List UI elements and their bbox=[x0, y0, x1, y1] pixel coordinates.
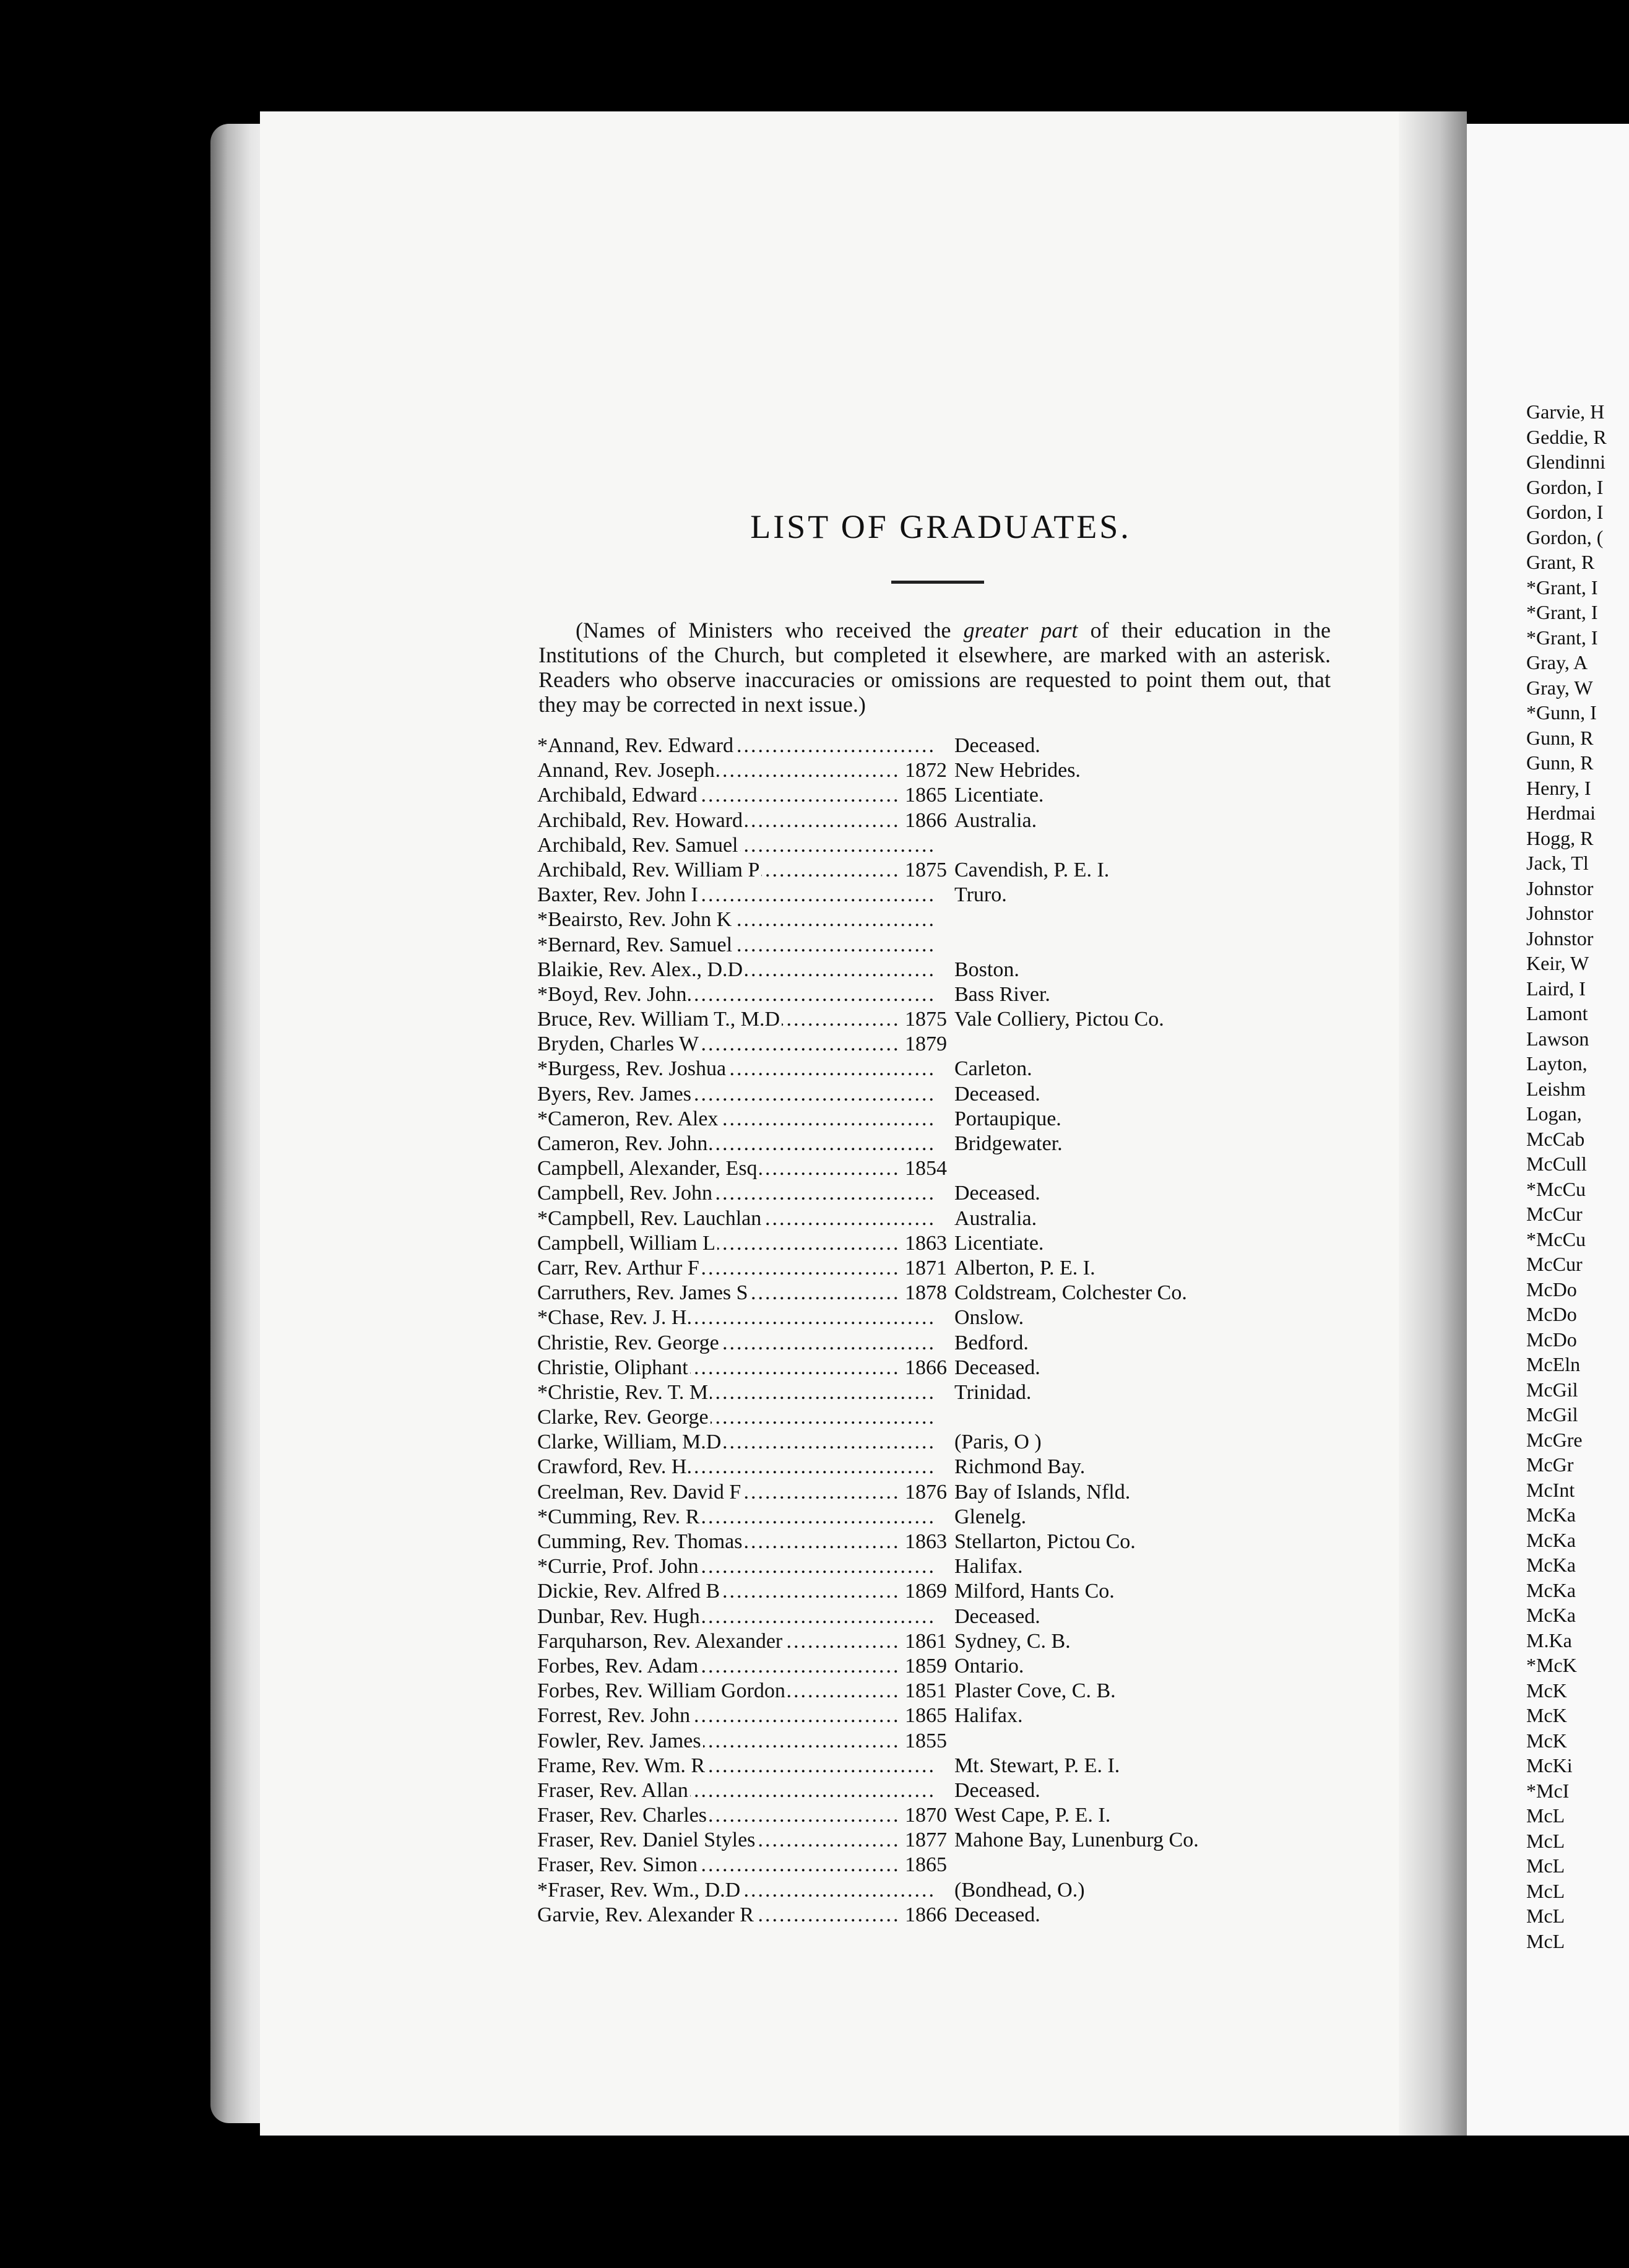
list-item bbox=[537, 1480, 1342, 1505]
intro-text-after: of their education in the Institutions of the Church, but completed it elsewhere, are marked with an asterisk. Readers who observe inaccuracies or omissions are requested to point them out, that they may be corrected in next issue.) bbox=[538, 618, 1331, 717]
graduate-name-text: Christie, Rev. George bbox=[537, 1331, 721, 1354]
graduate-location: Portaupique. bbox=[954, 1107, 1061, 1130]
graduate-name bbox=[537, 808, 933, 833]
list-item bbox=[537, 1554, 1342, 1579]
graduation-year: 1877 bbox=[897, 1828, 947, 1853]
facing-page-name: Johnstor bbox=[1526, 902, 1594, 924]
facing-page-name: McL bbox=[1526, 1879, 1565, 1902]
graduate-name-text: Farquharson, Rev. Alexander bbox=[537, 1630, 784, 1653]
graduate-location: Glenelg. bbox=[954, 1505, 1027, 1528]
facing-page-name: McKa bbox=[1526, 1578, 1576, 1601]
facing-page-name: McL bbox=[1526, 1804, 1565, 1827]
graduate-name bbox=[537, 1281, 933, 1305]
list-item bbox=[537, 958, 1342, 982]
list-item bbox=[537, 1579, 1342, 1604]
graduation-year: 1863 bbox=[897, 1530, 947, 1554]
graduate-name bbox=[537, 1853, 933, 1877]
graduate-name bbox=[537, 1729, 933, 1754]
list-item bbox=[537, 1530, 1342, 1554]
graduate-name bbox=[537, 1057, 933, 1081]
graduate-name-text: Byers, Rev. James bbox=[537, 1083, 693, 1106]
graduation-year: 1859 bbox=[897, 1654, 947, 1679]
graduate-name-text: Carr, Rev. Arthur F bbox=[537, 1257, 701, 1279]
facing-page-name: Gordon, ( bbox=[1526, 526, 1604, 548]
facing-page-name: Hogg, R bbox=[1526, 826, 1594, 849]
graduation-year: 1865 bbox=[897, 1703, 947, 1728]
facing-page-name: *McCu bbox=[1526, 1227, 1586, 1250]
facing-page-name: McCur bbox=[1526, 1253, 1583, 1275]
list-item bbox=[537, 808, 1342, 833]
graduate-name-text: *Fraser, Rev. Wm., D.D bbox=[537, 1879, 742, 1902]
page-gutter bbox=[1399, 111, 1467, 2136]
graduate-name-text: Cumming, Rev. Thomas bbox=[537, 1530, 745, 1553]
graduate-name-text: *Cumming, Rev. R bbox=[537, 1505, 701, 1528]
graduation-year: 1866 bbox=[897, 1903, 947, 1928]
graduate-name-text: Archibald, Rev. Samuel bbox=[537, 834, 740, 857]
graduate-name bbox=[537, 833, 933, 858]
graduate-name-text: Christie, Oliphant bbox=[537, 1356, 690, 1379]
graduate-name-text: Forbes, Rev. Adam bbox=[537, 1655, 700, 1677]
graduate-name bbox=[537, 858, 933, 883]
graduate-name bbox=[537, 1107, 933, 1132]
graduate-location: Bay of Islands, Nfld. bbox=[954, 1480, 1131, 1504]
facing-page-name: Garvie, H bbox=[1526, 400, 1605, 423]
graduate-name-text: Archibald, Rev. William P bbox=[537, 859, 761, 881]
graduate-name-text: *Annand, Rev. Edward bbox=[537, 734, 735, 757]
graduates-list bbox=[537, 734, 1342, 1928]
graduate-location: Cavendish, P. E. I. bbox=[954, 858, 1110, 881]
graduate-name-text: *Currie, Prof. John bbox=[537, 1555, 701, 1578]
page-title: LIST OF GRADUATES. bbox=[750, 508, 1131, 545]
graduate-location: Truro. bbox=[954, 883, 1007, 907]
graduate-location: Mt. Stewart, P. E. I. bbox=[954, 1754, 1120, 1777]
graduate-name bbox=[537, 1604, 933, 1629]
graduate-name-text: Fraser, Rev. Daniel Styles bbox=[537, 1829, 757, 1851]
graduate-name bbox=[537, 1803, 933, 1828]
graduate-location: Australia. bbox=[954, 1206, 1037, 1230]
graduate-name-text: Forbes, Rev. William Gordon bbox=[537, 1679, 787, 1702]
graduate-name bbox=[537, 1181, 933, 1206]
graduate-name bbox=[537, 758, 933, 783]
graduate-name bbox=[537, 933, 933, 958]
facing-page-name: McCull bbox=[1526, 1153, 1587, 1175]
facing-page-name: Lamont bbox=[1526, 1002, 1588, 1024]
graduate-location: Halifax. bbox=[954, 1555, 1023, 1578]
list-item bbox=[537, 1331, 1342, 1356]
list-item bbox=[537, 1405, 1342, 1430]
graduate-name bbox=[537, 1231, 933, 1256]
list-item bbox=[537, 1878, 1342, 1903]
graduate-name-text: Carruthers, Rev. James S bbox=[537, 1281, 750, 1304]
graduate-name bbox=[537, 1380, 933, 1405]
facing-page-name: McDo bbox=[1526, 1328, 1577, 1351]
list-item bbox=[537, 1455, 1342, 1479]
facing-page-name: *McK bbox=[1526, 1654, 1577, 1676]
graduate-location: (Bondhead, O.) bbox=[954, 1878, 1085, 1902]
facing-page-name: McInt bbox=[1526, 1478, 1575, 1501]
facing-page-name: McCur bbox=[1526, 1203, 1583, 1225]
graduate-location: Deceased. bbox=[954, 1082, 1040, 1106]
facing-page-name: McCab bbox=[1526, 1127, 1585, 1150]
title-rule bbox=[891, 581, 984, 584]
list-item bbox=[537, 1132, 1342, 1156]
list-item bbox=[537, 1206, 1342, 1231]
graduate-location: Alberton, P. E. I. bbox=[954, 1256, 1095, 1279]
list-item bbox=[537, 858, 1342, 883]
list-item bbox=[537, 1107, 1342, 1132]
facing-page-name: McL bbox=[1526, 1855, 1565, 1877]
facing-page-name: Layton, bbox=[1526, 1052, 1588, 1075]
graduate-name-text: Archibald, Edward bbox=[537, 784, 699, 807]
graduate-name-text: Garvie, Rev. Alexander R bbox=[537, 1903, 756, 1926]
graduation-year: 1878 bbox=[897, 1281, 947, 1305]
graduation-year: 1861 bbox=[897, 1629, 947, 1654]
graduate-name bbox=[537, 783, 933, 808]
graduate-name bbox=[537, 1156, 933, 1181]
intro-paragraph bbox=[538, 618, 1331, 717]
list-item bbox=[537, 1629, 1342, 1654]
list-item bbox=[537, 1156, 1342, 1181]
facing-page-list bbox=[1526, 399, 1629, 1954]
facing-page-name: McKi bbox=[1526, 1754, 1573, 1777]
graduate-location: West Cape, P. E. I. bbox=[954, 1804, 1111, 1827]
facing-page-name: McGil bbox=[1526, 1403, 1578, 1426]
graduation-year: 1879 bbox=[897, 1032, 947, 1057]
graduation-year: 1872 bbox=[897, 758, 947, 783]
graduation-year: 1871 bbox=[897, 1256, 947, 1281]
facing-page-name: Lawson bbox=[1526, 1027, 1589, 1050]
graduate-name-text: Campbell, William L bbox=[537, 1232, 717, 1255]
list-item bbox=[537, 1654, 1342, 1679]
graduate-name bbox=[537, 1654, 933, 1679]
graduate-name bbox=[537, 1356, 933, 1380]
graduate-name bbox=[537, 1903, 933, 1928]
intro-text-before: (Names of Ministers who received the bbox=[576, 618, 964, 643]
facing-page-name: Johnstor bbox=[1526, 876, 1594, 899]
graduate-name bbox=[537, 1405, 933, 1430]
graduate-name bbox=[537, 1331, 933, 1356]
graduate-location: Deceased. bbox=[954, 1903, 1040, 1926]
list-item bbox=[537, 1430, 1342, 1455]
graduation-year: 1866 bbox=[897, 808, 947, 833]
graduate-location: Deceased. bbox=[954, 1356, 1040, 1379]
list-item bbox=[537, 1032, 1342, 1057]
list-item bbox=[537, 758, 1342, 783]
graduate-location: Trinidad. bbox=[954, 1380, 1032, 1404]
graduate-name bbox=[537, 1505, 933, 1530]
graduate-name-text: *Campbell, Rev. Lauchlan bbox=[537, 1207, 763, 1230]
facing-page-name: McGil bbox=[1526, 1378, 1578, 1401]
facing-page-name: Gray, A bbox=[1526, 651, 1588, 673]
facing-page-name: McDo bbox=[1526, 1278, 1577, 1301]
graduate-name-text: Cameron, Rev. John bbox=[537, 1132, 709, 1155]
graduate-name bbox=[537, 1256, 933, 1281]
graduate-name-text: Fraser, Rev. Allan bbox=[537, 1779, 690, 1802]
list-item bbox=[537, 1281, 1342, 1305]
graduate-name-text: *Chase, Rev. J. H bbox=[537, 1306, 688, 1329]
graduate-name-text: Archibald, Rev. Howard bbox=[537, 809, 745, 832]
graduate-name bbox=[537, 1554, 933, 1579]
facing-page-name: Leishm bbox=[1526, 1077, 1586, 1100]
graduate-name-text: *Beairsto, Rev. John K bbox=[537, 908, 733, 931]
graduate-name-text: Baxter, Rev. John I bbox=[537, 883, 700, 906]
facing-page-name: Laird, I bbox=[1526, 977, 1586, 1000]
facing-page-name: Grant, R bbox=[1526, 551, 1595, 573]
graduate-name bbox=[537, 958, 933, 982]
graduate-location: Australia. bbox=[954, 808, 1037, 832]
graduate-name bbox=[537, 1679, 933, 1703]
list-item bbox=[537, 734, 1342, 758]
graduate-location: Onslow. bbox=[954, 1306, 1024, 1330]
graduation-year: 1875 bbox=[897, 1007, 947, 1032]
list-item bbox=[537, 1853, 1342, 1877]
graduate-name bbox=[537, 1629, 933, 1654]
facing-page-name: Herdmai bbox=[1526, 802, 1596, 824]
graduation-year: 1865 bbox=[897, 783, 947, 808]
facing-page-name: McKa bbox=[1526, 1604, 1576, 1626]
facing-page-name: Jack, Tl bbox=[1526, 852, 1589, 874]
facing-page-name: *Gunn, I bbox=[1526, 701, 1597, 724]
graduate-name bbox=[537, 1305, 933, 1330]
facing-page-name: McK bbox=[1526, 1679, 1567, 1702]
graduate-name-text: *Bernard, Rev. Samuel bbox=[537, 933, 734, 956]
graduate-location: Bridgewater. bbox=[954, 1132, 1063, 1155]
facing-page-name: McEln bbox=[1526, 1353, 1581, 1375]
graduate-location: Carleton. bbox=[954, 1057, 1032, 1081]
graduate-location: Mahone Bay, Lunenburg Co. bbox=[954, 1829, 1199, 1852]
graduate-name-text: Annand, Rev. Joseph bbox=[537, 759, 717, 782]
list-item bbox=[537, 1007, 1342, 1032]
graduation-year: 1869 bbox=[897, 1579, 947, 1604]
graduate-name bbox=[537, 1132, 933, 1156]
list-item bbox=[537, 982, 1342, 1007]
list-item bbox=[537, 1082, 1342, 1107]
facing-page-name: McDo bbox=[1526, 1303, 1577, 1325]
graduate-location: Coldstream, Colchester Co. bbox=[954, 1281, 1187, 1305]
intro-emphasis: greater part bbox=[963, 618, 1078, 643]
graduate-name-text: Crawford, Rev. H bbox=[537, 1455, 688, 1478]
graduate-name-text: Dunbar, Rev. Hugh bbox=[537, 1605, 702, 1628]
graduate-name-text: *Cameron, Rev. Alex bbox=[537, 1107, 720, 1130]
graduate-name bbox=[537, 1878, 933, 1903]
list-item bbox=[537, 1828, 1342, 1853]
list-item bbox=[537, 1703, 1342, 1728]
graduate-name bbox=[537, 1754, 933, 1778]
graduate-location: Halifax. bbox=[954, 1704, 1023, 1728]
graduate-name bbox=[537, 883, 933, 907]
facing-page-name: McL bbox=[1526, 1929, 1565, 1952]
graduation-year: 1863 bbox=[897, 1231, 947, 1256]
graduate-name-text: Dickie, Rev. Alfred B bbox=[537, 1580, 722, 1603]
graduate-location: Milford, Hants Co. bbox=[954, 1580, 1115, 1603]
graduate-location: Licentiate. bbox=[954, 1231, 1044, 1255]
graduate-name-text: Creelman, Rev. David F bbox=[537, 1481, 743, 1504]
graduate-name bbox=[537, 1828, 933, 1853]
graduate-name bbox=[537, 1455, 933, 1479]
graduate-location: Boston. bbox=[954, 958, 1019, 981]
list-item bbox=[537, 1231, 1342, 1256]
facing-page-name: Gunn, R bbox=[1526, 751, 1594, 774]
graduate-name bbox=[537, 1778, 933, 1803]
facing-page-name: M.Ka bbox=[1526, 1629, 1572, 1651]
facing-page-name: Logan, bbox=[1526, 1102, 1582, 1125]
graduate-location: Bedford. bbox=[954, 1331, 1029, 1354]
graduate-name-text: *Boyd, Rev. John bbox=[537, 983, 688, 1006]
facing-page-name: *McCu bbox=[1526, 1177, 1586, 1200]
graduate-location: Deceased. bbox=[954, 1604, 1040, 1628]
graduate-location: Deceased. bbox=[954, 1778, 1040, 1802]
facing-page-name: Gordon, I bbox=[1526, 475, 1604, 498]
list-item bbox=[537, 1679, 1342, 1703]
graduate-name bbox=[537, 1032, 933, 1057]
graduate-name-text: Forrest, Rev. John bbox=[537, 1704, 692, 1727]
graduate-location: Plaster Cove, C. B. bbox=[954, 1679, 1116, 1703]
graduate-location: Licentiate. bbox=[954, 784, 1044, 807]
facing-page-name: Glendinni bbox=[1526, 451, 1605, 473]
graduation-year: 1854 bbox=[897, 1156, 947, 1181]
list-item bbox=[537, 1803, 1342, 1828]
graduation-year: 1875 bbox=[897, 858, 947, 883]
graduation-year: 1851 bbox=[897, 1679, 947, 1703]
facing-page-name: McKa bbox=[1526, 1504, 1576, 1526]
facing-page-name: *Grant, I bbox=[1526, 576, 1598, 599]
graduate-name-text: Fraser, Rev. Charles bbox=[537, 1804, 709, 1827]
graduate-name bbox=[537, 1082, 933, 1107]
graduate-name-text: Blaikie, Rev. Alex., D.D bbox=[537, 958, 745, 981]
facing-page-name: Keir, W bbox=[1526, 952, 1589, 974]
graduate-name bbox=[537, 1480, 933, 1505]
list-item bbox=[537, 1903, 1342, 1928]
graduate-name-text: Bryden, Charles W bbox=[537, 1032, 701, 1055]
facing-page-name: *Grant, I bbox=[1526, 626, 1598, 649]
graduate-name-text: *Christie, Rev. T. M bbox=[537, 1381, 710, 1404]
graduate-location: Vale Colliery, Pictou Co. bbox=[954, 1008, 1164, 1031]
graduate-name bbox=[537, 1007, 933, 1032]
intro-note bbox=[538, 618, 1331, 717]
graduate-name-text: Bruce, Rev. William T., M.D bbox=[537, 1008, 782, 1031]
facing-page-name: McK bbox=[1526, 1729, 1567, 1752]
list-item bbox=[537, 1729, 1342, 1754]
graduate-name bbox=[537, 907, 933, 932]
graduate-name bbox=[537, 1579, 933, 1604]
graduate-name-text: Fraser, Rev. Simon bbox=[537, 1853, 699, 1876]
list-item bbox=[537, 1256, 1342, 1281]
graduate-location: Ontario. bbox=[954, 1654, 1024, 1677]
graduation-year: 1866 bbox=[897, 1356, 947, 1380]
graduate-name bbox=[537, 1206, 933, 1231]
facing-page-name: *McI bbox=[1526, 1779, 1570, 1802]
list-item bbox=[537, 1380, 1342, 1405]
graduate-location: Deceased. bbox=[954, 1182, 1040, 1205]
graduate-location: Bass River. bbox=[954, 982, 1050, 1006]
list-item bbox=[537, 1305, 1342, 1330]
graduate-name bbox=[537, 1703, 933, 1728]
facing-page-name: Gordon, I bbox=[1526, 501, 1604, 523]
graduate-name-text: Campbell, Rev. John bbox=[537, 1182, 714, 1205]
graduate-location: Stellarton, Pictou Co. bbox=[954, 1530, 1136, 1553]
graduation-year: 1876 bbox=[897, 1480, 947, 1505]
list-item bbox=[537, 1778, 1342, 1803]
list-item bbox=[537, 833, 1342, 858]
facing-page-name: Gunn, R bbox=[1526, 726, 1594, 749]
graduation-year: 1865 bbox=[897, 1853, 947, 1877]
graduate-location: Deceased. bbox=[954, 734, 1040, 757]
facing-page-name: Johnstor bbox=[1526, 927, 1594, 950]
list-item bbox=[537, 1604, 1342, 1629]
graduate-location: (Paris, O ) bbox=[954, 1430, 1042, 1454]
graduate-name bbox=[537, 734, 933, 758]
graduate-name-text: Frame, Rev. Wm. R bbox=[537, 1754, 707, 1777]
list-item bbox=[537, 1505, 1342, 1530]
facing-page-name: McL bbox=[1526, 1829, 1565, 1852]
facing-page-name: McGre bbox=[1526, 1428, 1583, 1451]
graduate-name-text: Clarke, Rev. George bbox=[537, 1406, 711, 1429]
facing-page-name: Geddie, R bbox=[1526, 425, 1607, 448]
graduation-year: 1870 bbox=[897, 1803, 947, 1828]
list-item bbox=[537, 1356, 1342, 1380]
list-item bbox=[537, 933, 1342, 958]
graduate-name-text: *Burgess, Rev. Joshua bbox=[537, 1057, 728, 1080]
graduate-location: New Hebrides. bbox=[954, 759, 1081, 782]
facing-page-name: Gray, W bbox=[1526, 676, 1593, 699]
list-item bbox=[537, 1057, 1342, 1081]
graduation-year: 1855 bbox=[897, 1729, 947, 1754]
graduate-name-text: Clarke, William, M.D bbox=[537, 1430, 723, 1453]
list-item bbox=[537, 1181, 1342, 1206]
graduate-name bbox=[537, 1430, 933, 1455]
graduate-location: Richmond Bay. bbox=[954, 1455, 1086, 1479]
list-item bbox=[537, 907, 1342, 932]
facing-page-name: McL bbox=[1526, 1905, 1565, 1927]
facing-page-name: Henry, I bbox=[1526, 776, 1591, 799]
facing-page-name: McK bbox=[1526, 1704, 1567, 1726]
facing-page-name: *Grant, I bbox=[1526, 601, 1598, 623]
list-item bbox=[537, 783, 1342, 808]
graduate-location: Sydney, C. B. bbox=[954, 1629, 1071, 1653]
graduate-name-text: Campbell, Alexander, Esq bbox=[537, 1157, 759, 1180]
list-item bbox=[537, 1754, 1342, 1778]
graduate-name bbox=[537, 1530, 933, 1554]
facing-page-name: McKa bbox=[1526, 1528, 1576, 1551]
facing-page-name: McKa bbox=[1526, 1554, 1576, 1576]
facing-page-name: McGr bbox=[1526, 1453, 1574, 1476]
list-item bbox=[537, 883, 1342, 907]
graduate-name bbox=[537, 982, 933, 1007]
graduate-name-text: Fowler, Rev. James bbox=[537, 1729, 703, 1752]
